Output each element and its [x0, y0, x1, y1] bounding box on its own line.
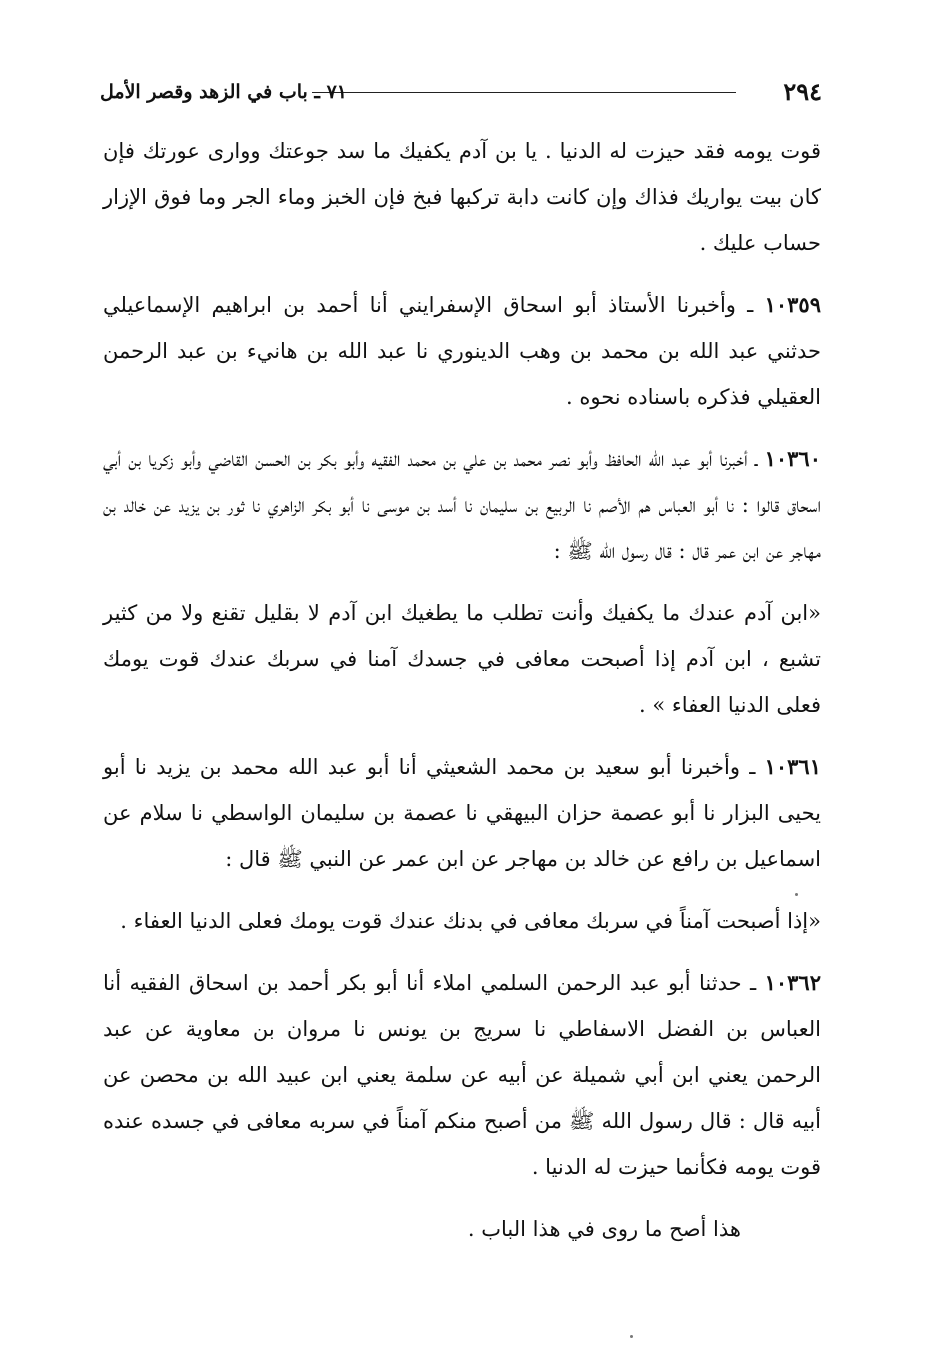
chapter-title: ٧١ ـ باب في الزهد وقصر الأمل [100, 81, 348, 103]
running-header [100, 74, 822, 110]
paragraph [103, 282, 821, 420]
hadith-number: ١٠٣٦١ [764, 754, 821, 779]
print-speck [630, 1335, 633, 1338]
paragraph [103, 590, 821, 728]
paragraph-text: ـ أخبرنا أبو عبد الله الحافظ وأبو نصر محمد بن علي بن محمد الفقيه وأبو بكر بن الحسن القاضي وأبو زكريا بن أبي اسحاق قالوا : نا أبو العباس هم الأصم نا الربيع بن سليمان نا أسد بن موسى نا أبو بكر الزاهري نا ثور بن يزيد عن خالد بن مهاجر عن ابن عمر قال : قال رسول الله ﷺ : [103, 447, 821, 563]
body-text [103, 128, 821, 1268]
hadith-number: ١٠٣٦٢ [764, 970, 821, 995]
paragraph [103, 128, 821, 266]
paragraph-text: قوت يومه فقد حيزت له الدنيا . يا بن آدم يكفيك ما سد جوعتك ووارى عورتك فإن كان بيت يواريك فذاك وإن كانت دابة تركبها فبخ فإن الخبز وماء الجر وما فوق الإزار حساب عليك . [103, 139, 821, 255]
hadith-number: ١٠٣٦٠ [764, 446, 821, 471]
print-speck [795, 893, 798, 896]
page-number: ٢٩٤ [783, 77, 822, 106]
paragraph [103, 436, 821, 574]
paragraph-text: ـ وأخبرنا أبو سعيد بن محمد الشعيثي أنا أبو عبد الله محمد بن يزيد نا أبو يحيى البزار نا أبو عصمة حزان البيهقي نا عصمة بن سليمان الواسطي نا سلام عن اسماعيل بن رافع عن خالد بن مهاجر عن ابن عمر عن النبي ﷺ قال : [103, 755, 821, 871]
hadith-number: ١٠٣٥٩ [764, 292, 821, 317]
paragraph [103, 960, 821, 1190]
closing-note: هذا أصح ما روى في هذا الباب . [467, 1217, 741, 1241]
paragraph-text: «إذا أصبحت آمناً في سربك معافى في بدنك عندك قوت يومك فعلى الدنيا العفاء . [120, 909, 821, 933]
paragraph [103, 898, 821, 944]
paragraph-text: ـ وأخبرنا الأستاذ أبو اسحاق الإسفرايني أنا أحمد بن ابراهيم الإسماعيلي حدثني عبد الله بن محمد بن وهب الدينوري نا عبد الله بن هانيء بن عبد الرحمن العقيلي فذكره باسناده نحوه . [103, 293, 821, 409]
paragraph-text: ـ حدثنا أبو عبد الرحمن السلمي املاء أنا أبو بكر أحمد بن اسحاق الفقيه أنا العباس بن الفضل الاسفاطي نا سريج بن يونس نا مروان بن معاوية عن عبد الرحمن يعني ابن أبي شميلة عن أبيه عن سلمة يعني ابن عبيد الله بن محصن عن أبيه قال : قال رسول الله ﷺ من أصبح منكم آمناً في سربه معافى في جسده عنده قوت يومه فكأنما حيزت له الدنيا . [103, 971, 821, 1179]
paragraph [103, 744, 821, 882]
header-rule [312, 92, 736, 93]
paragraph-text: «ابن آدم عندك ما يكفيك وأنت تطلب ما يطغيك ابن آدم لا بقليل تقنع ولا من كثير تشبع ، ابن آدم إذا أصبحت معافى في جسدك آمنا في سربك عندك قوت يومك فعلى الدنيا العفاء » . [103, 601, 821, 717]
